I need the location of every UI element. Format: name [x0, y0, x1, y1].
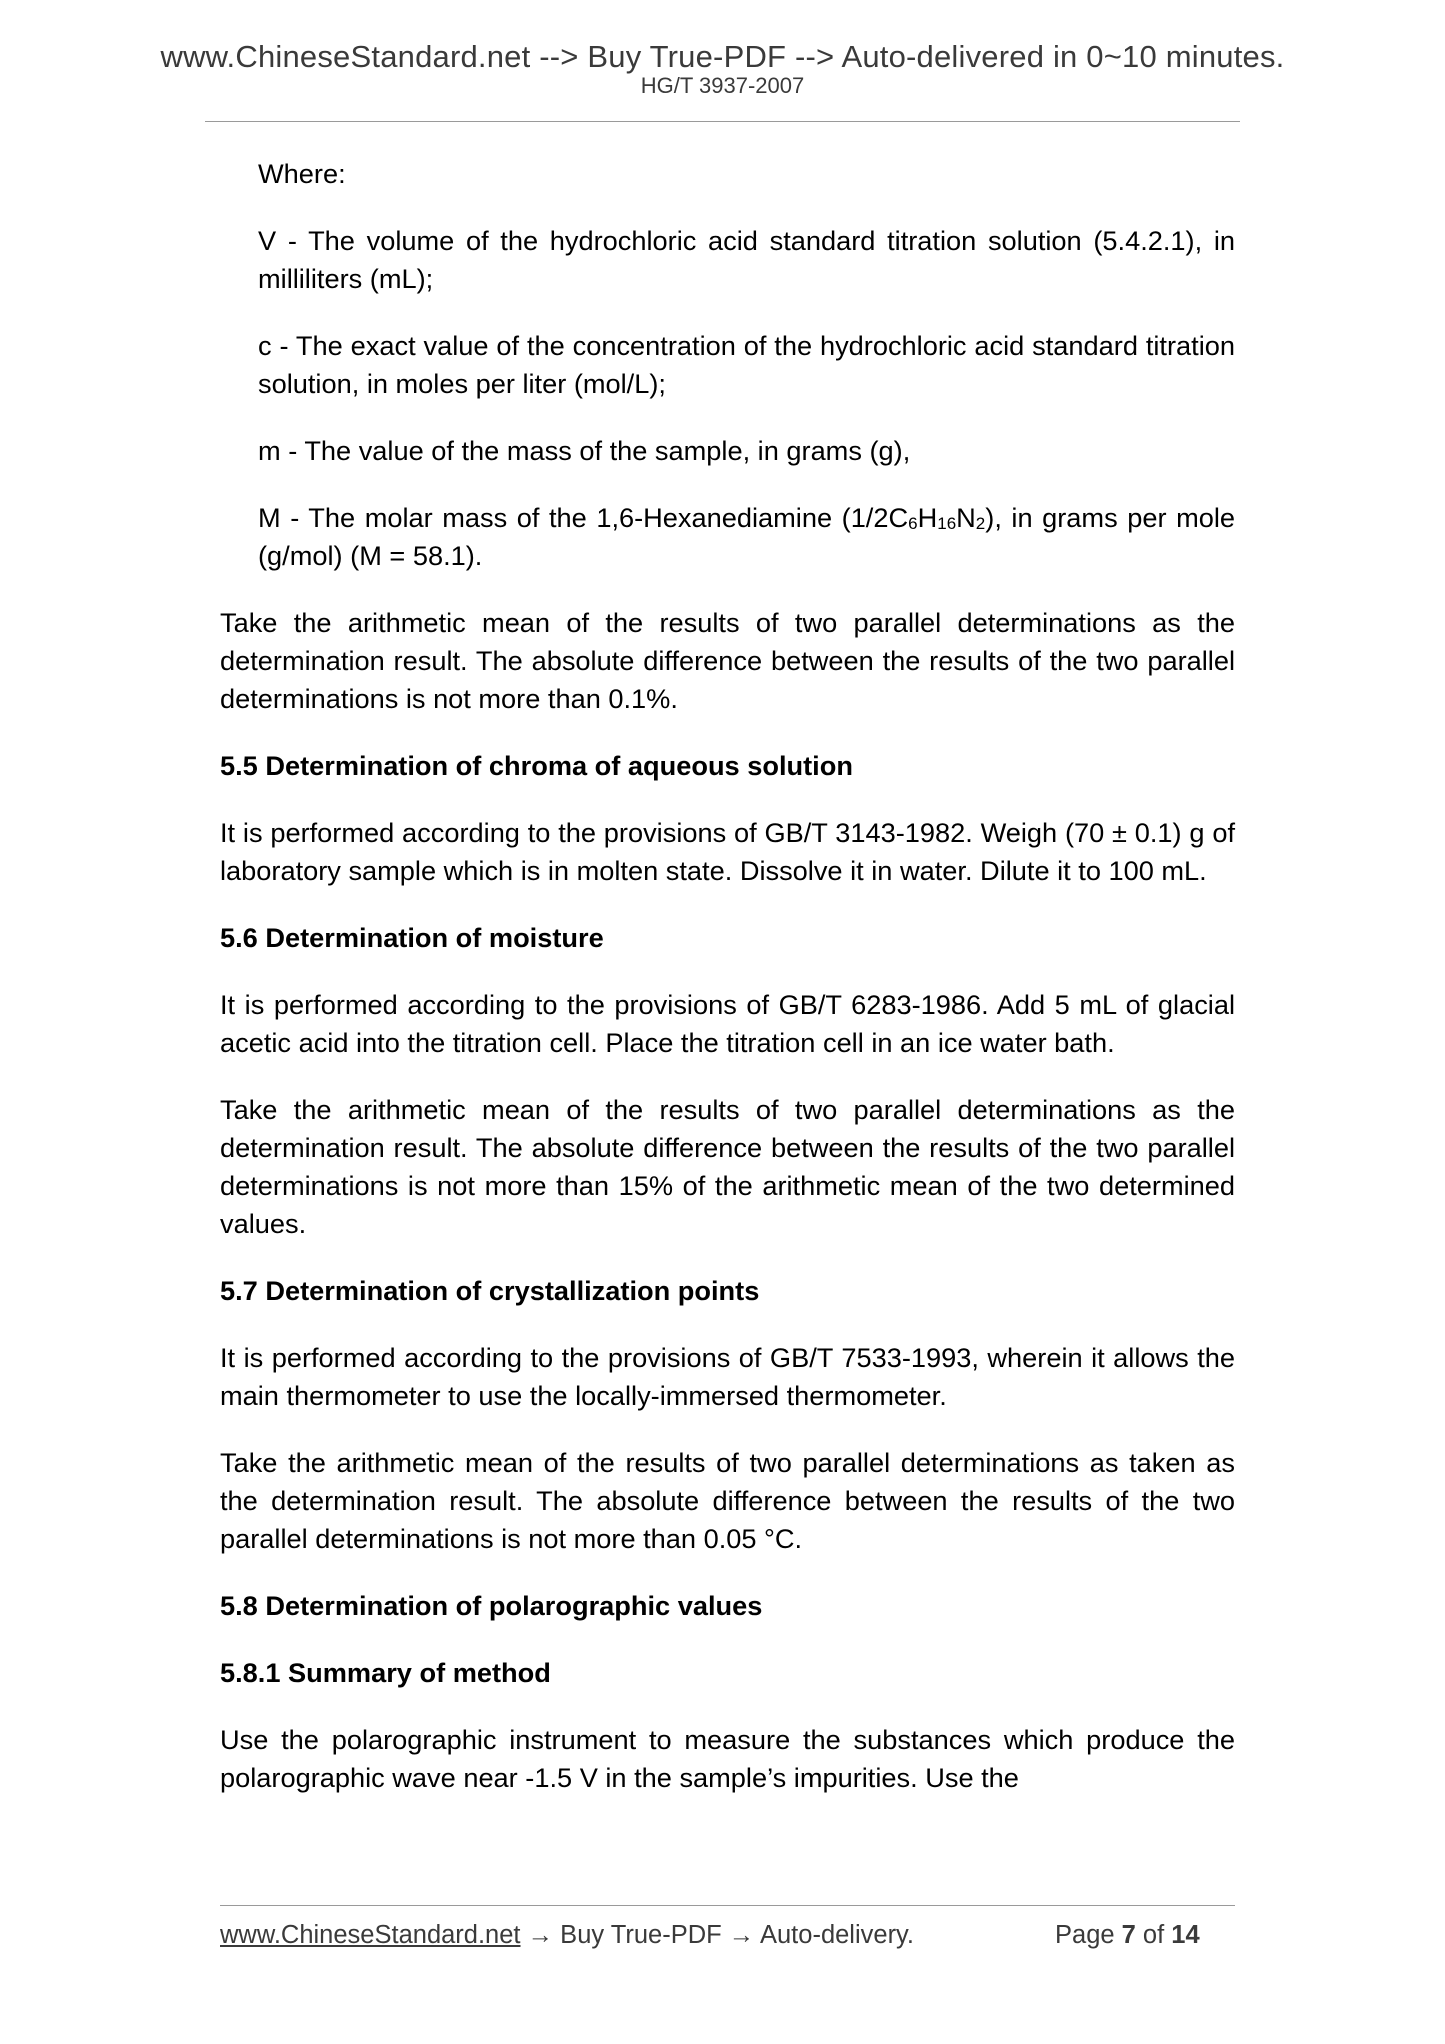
heading-5-8-1: 5.8.1 Summary of method — [220, 1657, 551, 1688]
footer-site-link[interactable]: www.ChineseStandard.net — [220, 1921, 521, 1949]
footer-tail-text: → Buy True-PDF → Auto-delivery. — [520, 1921, 914, 1949]
definition-m: m - The value of the mass of the sample, in grams (g), — [258, 435, 911, 466]
page-label: Page — [1055, 1921, 1122, 1949]
heading-5-7: 5.7 Determination of crystallization points — [220, 1275, 760, 1306]
heading-5-5: 5.5 Determination of chroma of aqueous solution — [220, 750, 853, 781]
paragraph-5-7-a: It is performed according to the provisions of GB/T 7533-1993, wherein it allows the main thermometer to use the locally-immersed thermometer. — [220, 1342, 1235, 1411]
page-body — [220, 155, 1235, 1826]
page-current: 7 — [1121, 1921, 1136, 1949]
paragraph-5-6-b: Take the arithmetic mean of the results of two parallel determinations as the determination result. The absolute difference between the results of the two parallel determinations is not more than 15% of the arithmetic mean of the two determined values. — [220, 1094, 1235, 1239]
formula-subscript-c: 6 — [908, 514, 918, 533]
definition-v: V - The volume of the hydrochloric acid standard titration solution (5.4.2.1), in milliliters (mL); — [258, 225, 1235, 294]
page-total: 14 — [1171, 1921, 1200, 1949]
paragraph-mean-result: Take the arithmetic mean of the results of two parallel determinations as the determination result. The absolute difference between the results of the two parallel determinations is not more than 0.1%. — [220, 607, 1235, 714]
header-divider — [205, 121, 1240, 122]
of-label: of — [1135, 1921, 1172, 1949]
paragraph-5-5: It is performed according to the provisions of GB/T 3143-1982. Weigh (70 ± 0.1) g of laboratory sample which is in molten state. Dissolve it in water. Dilute it to 100 mL. — [220, 817, 1235, 886]
standard-number: HG/T 3937-2007 — [640, 73, 805, 98]
paragraph-5-7-b: Take the arithmetic mean of the results of two parallel determinations as taken as the determination result. The absolute difference between the results of the two parallel determinations is not more than 0.05 °C. — [220, 1447, 1235, 1554]
formula-text-2: ), in grams per mole (g/mol) (M = 58.1). — [258, 502, 1235, 571]
heading-5-6: 5.6 Determination of moisture — [220, 922, 604, 953]
formula-text-n: N — [956, 502, 976, 533]
paragraph-5-6-a: It is performed according to the provisions of GB/T 6283-1986. Add 5 mL of glacial acetic acid into the titration cell. Place the titration cell in an ice water bath. — [220, 989, 1235, 1058]
heading-5-8: 5.8 Determination of polarographic values — [220, 1590, 763, 1621]
page-indicator — [1055, 1920, 1200, 1950]
definition-molar-mass — [258, 499, 1235, 575]
footer-divider — [220, 1905, 1235, 1906]
paragraph-5-8-1: Use the polarographic instrument to measure the substances which produce the polarographic wave near -1.5 V in the sample’s impurities. Use the — [220, 1724, 1235, 1793]
formula-subscript-h: 16 — [937, 514, 957, 533]
formula-text-1: M - The molar mass of the 1,6-Hexanediamine (1/2C — [258, 502, 909, 533]
definition-c: c - The exact value of the concentration of the hydrochloric acid standard titration solution, in moles per liter (mol/L); — [258, 330, 1235, 399]
footer-link-group — [220, 1920, 914, 1950]
where-label: Where: — [258, 158, 346, 189]
header-banner: www.ChineseStandard.net --> Buy True-PDF --> Auto-delivered in 0~10 minutes. — [160, 39, 1285, 74]
formula-subscript-n: 2 — [975, 514, 986, 533]
formula-text-h: H — [917, 502, 938, 533]
